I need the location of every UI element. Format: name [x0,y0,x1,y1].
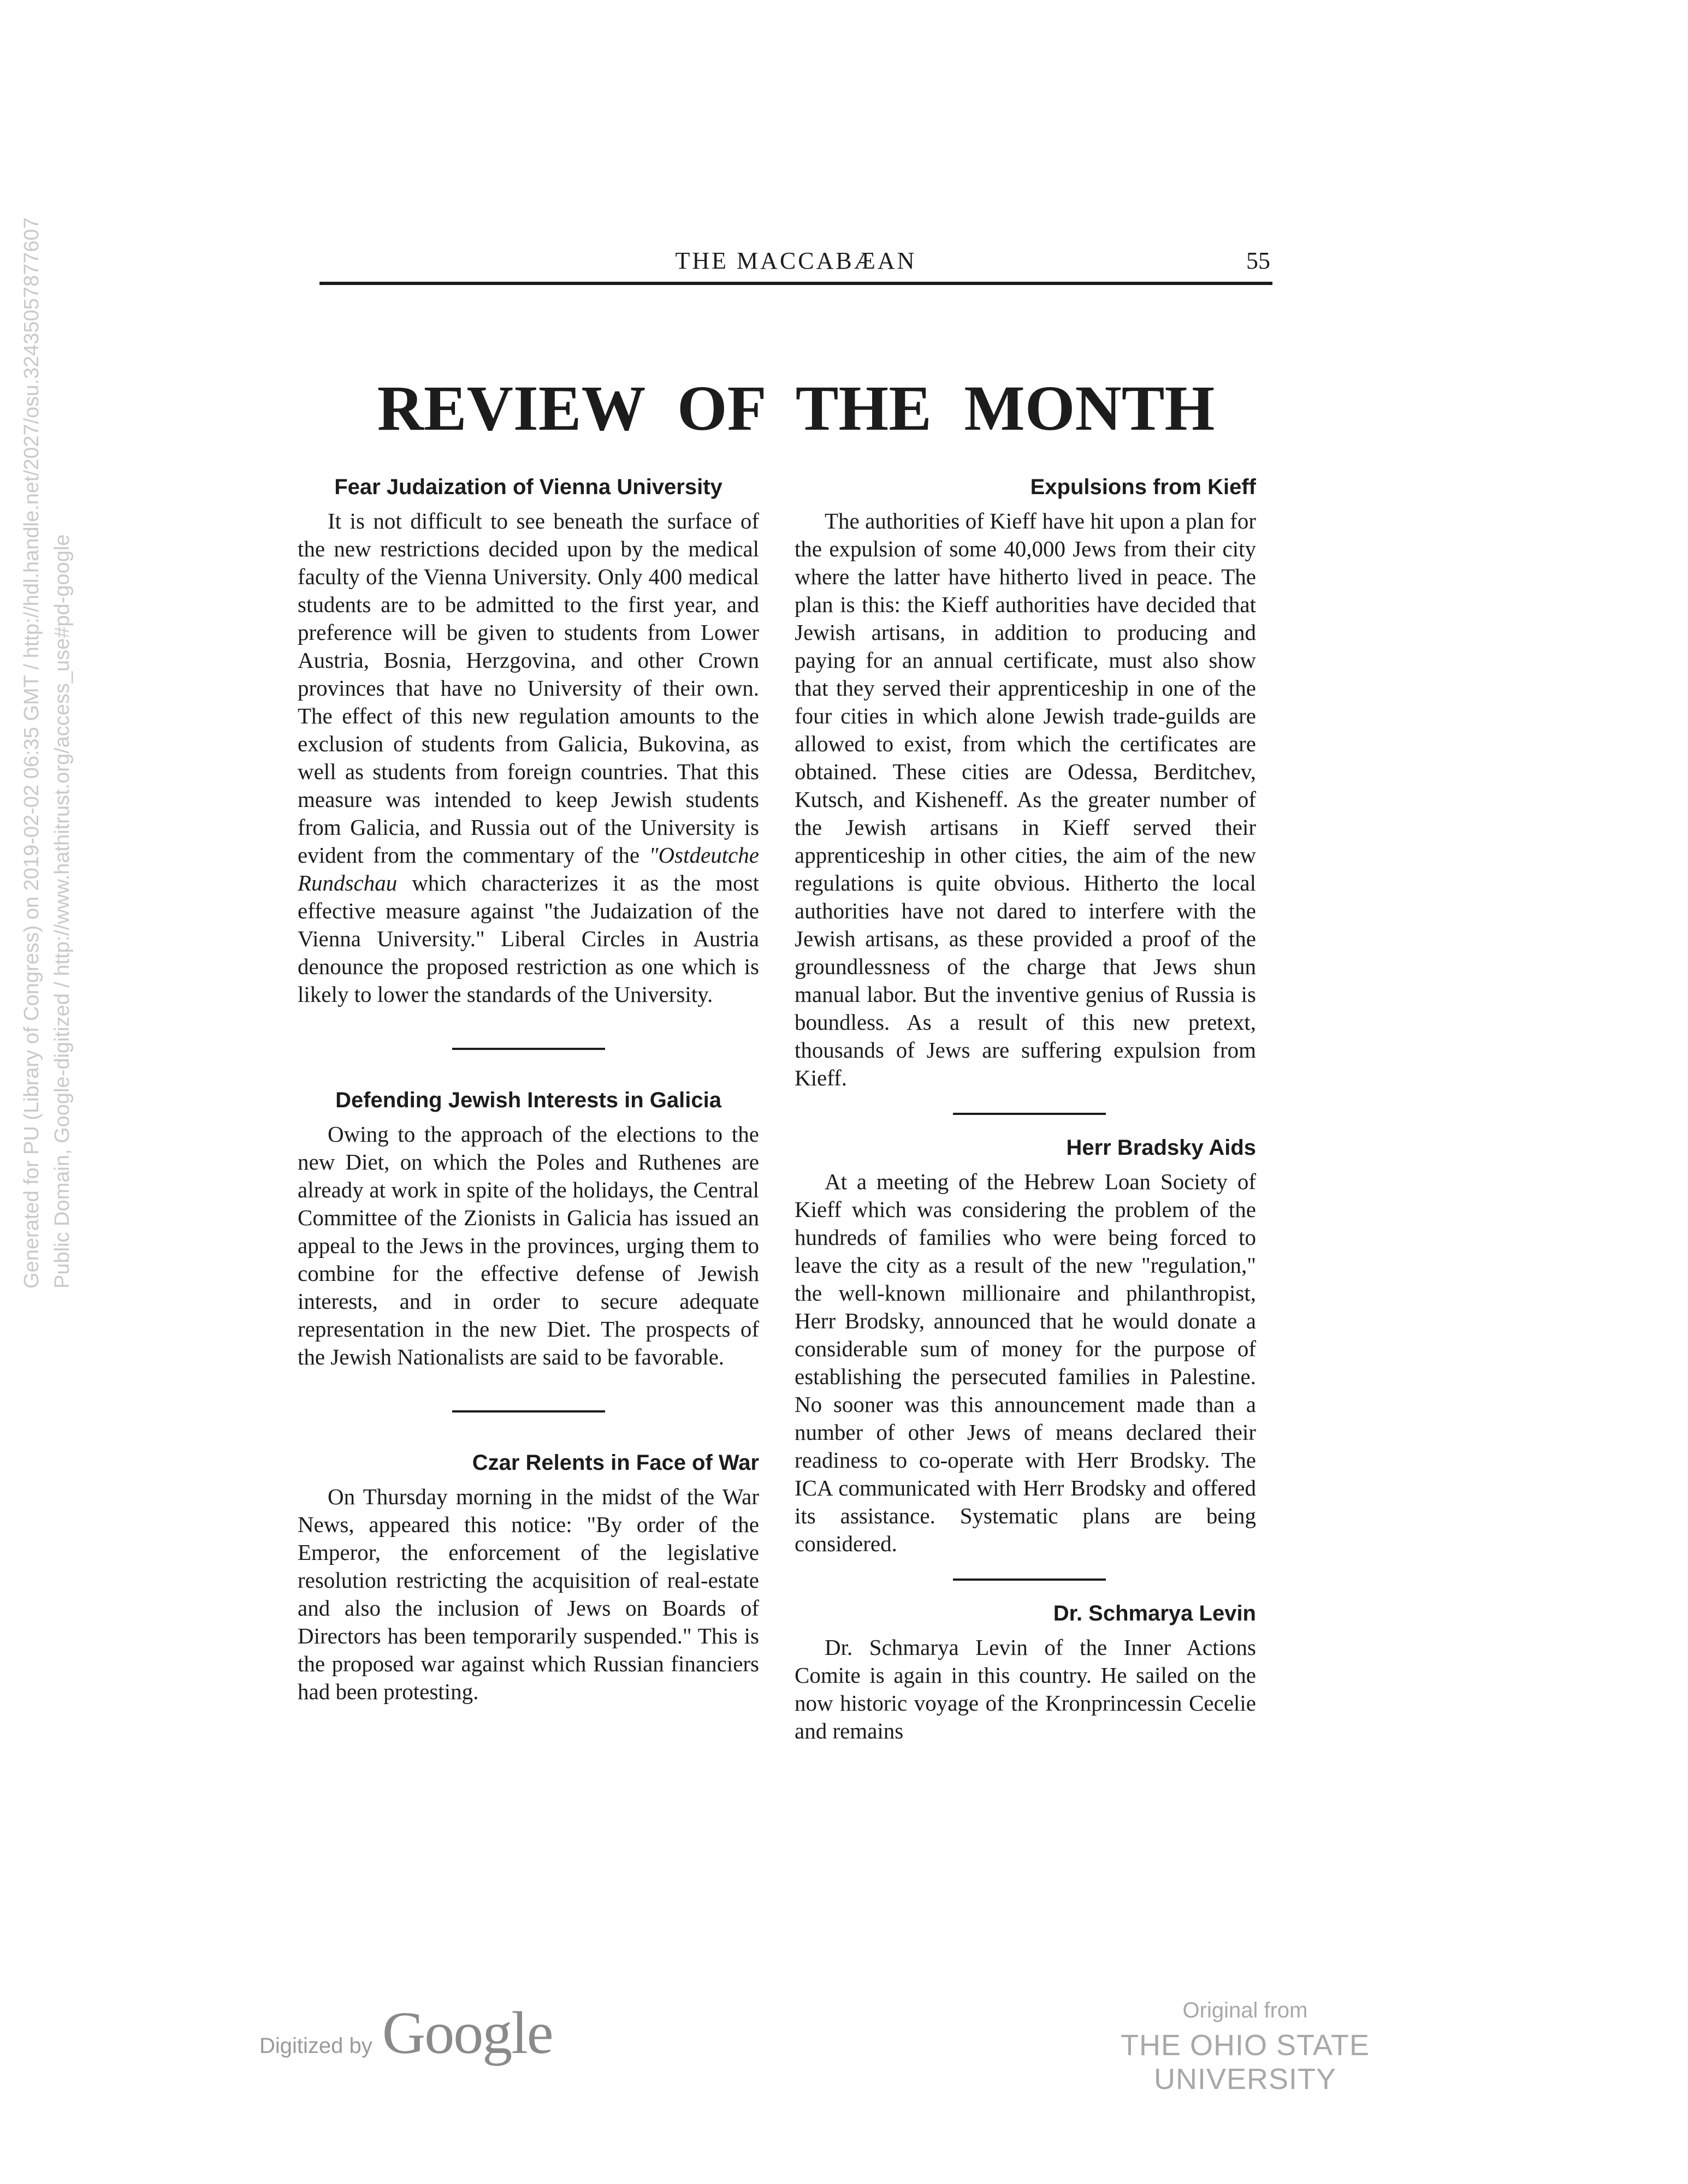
digitized-by-google [259,1998,553,2068]
article-galicia [298,1088,759,1371]
section-divider [953,1113,1106,1115]
article-body: Dr. Schmarya Levin of the Inner Actions Comite is again in this country. He sailed on the now historic voyage of the Kronprincessin Cecelie and remains [795,1635,1256,1743]
university-name: THE OHIO STATE UNIVERSITY [1120,2029,1370,2096]
article-body-text-continued: which characterizes it as the most effective measure against "the Judaization of the Vienna University." Liberal Circles in Austria denounce the proposed restriction as one which is likely to lower the standards of the University. [298,870,759,1007]
google-logo: Google [382,1999,553,2066]
article-italic-text: "Ostdeutche Rundschau [298,842,759,895]
article-body: On Thursday morning in the midst of the War News, appeared this notice: "By order of the Emperor, the enforcement of the legislative resolution restricting the acquisition of real-estate and also the inclusion of Jews on Boards of Directors has been temporarily suspended." This is the proposed war against which Russian financiers had been protesting. [298,1484,759,1704]
watermark-line: Generated for PU (Library of Congress) on 2019-02-02 06:35 GMT / http://hdl.handle.net/2027/osu.32435057877607 [20,217,43,1289]
article-body: At a meeting of the Hebrew Loan Society of Kieff which was considering the problem of the hundreds of families who were being forced to leave the city as a result of the new "regulation," the well-known millionaire and philanthropist, Herr Brodsky, announced that he would donate a considerable sum of money for the purpose of establishing the persecuted families in Palestine. No sooner was this announcement made than a number of other Jews of means declared their readiness to co-operate with Herr Brodsky. The ICA communicated with Herr Brodsky and offered its assistance. Systematic plans are being considered. [795,1169,1256,1556]
hathitrust-watermark [16,217,78,1289]
article-body [298,507,759,1008]
article-heading: Expulsions from Kieff [1030,475,1256,499]
article-kieff [795,475,1256,1092]
section-divider [452,1410,605,1413]
original-from-label: Original from [1182,1998,1308,2022]
article-levin [795,1601,1256,1745]
page-title: REVIEW OF THE MONTH [377,372,1215,444]
journal-title: THE MACCABÆAN [675,247,917,274]
article-heading: Defending Jewish Interests in Galicia [335,1088,721,1112]
digitized-label: Digitized by [259,2034,372,2058]
original-source [1054,1998,1436,2096]
article-brodsky [795,1136,1256,1558]
article-body: The authorities of Kieff have hit upon a plan for the expulsion of some 40,000 Jews from their city where the latter have hitherto lived in peace. The plan is this: the Kieff authorities have decided that Jewish artisans, in addition to producing and paying for an annual certificate, must also show that they served their apprenticeship in one of the four cities in which alone Jewish trade-guilds are allowed to exist, from which the certificates are obtained. These cities are Odessa, Berditchev, Kutsch, and Kisheneff. As the greater number of the Jewish artisans in Kieff served their apprenticeship in other cities, the aim of the new regulations is quite obvious. Hitherto the local authorities have not dared to interfere with the Jewish artisans, as these provided a proof of the groundlessness of the charge that Jews shun manual labor. But the inventive genius of Russia is boundless. As a result of this new pretext, thousands of Jews are suffering expulsion from Kieff. [795,508,1256,1090]
right-column [795,475,1256,1745]
article-heading: Herr Bradsky Aids [1066,1136,1256,1160]
watermark-line: Public Domain, Google-digitized / http://www.hathitrust.org/access_use#pd-google [51,534,74,1289]
article-heading: Dr. Schmarya Levin [1053,1601,1256,1625]
running-header [319,244,1272,286]
article-vienna [298,475,759,1008]
page-number: 55 [1246,247,1270,274]
article-heading: Fear Judaization of Vienna University [334,475,722,499]
article-body-text: It is not difficult to see beneath the surface of the new restrictions decided upon by the medical faculty of the Vienna University. Only 400 medical students are to be admitted to the first year, and preference will be given to students from Lower Austria, Bosnia, Herzgovina, and other Crown provinces that have no University of their own. The effect of this new regulation amounts to the exclusion of students from Galicia, Bukovina, as well as students from foreign countries. That this measure was intended to keep Jewish students from Galicia, and Russia out of the University is evident from the commentary of the [298,508,759,868]
section-divider [452,1048,605,1050]
section-divider [953,1578,1106,1581]
article-heading: Czar Relents in Face of War [472,1451,759,1475]
header-rule [319,282,1272,285]
left-column [298,475,759,1706]
article-body: Owing to the approach of the elections to the new Diet, on which the Poles and Ruthenes are already at work in spite of the holidays, the Central Committee of the Zionists in Galicia has issued an appeal to the Jews in the provinces, urging them to combine for the effective defense of Jewish interests, and in order to secure adequate representation in the new Diet. The prospects of the Jewish Nationalists are said to be favorable. [298,1121,759,1369]
article-czar [298,1451,759,1706]
